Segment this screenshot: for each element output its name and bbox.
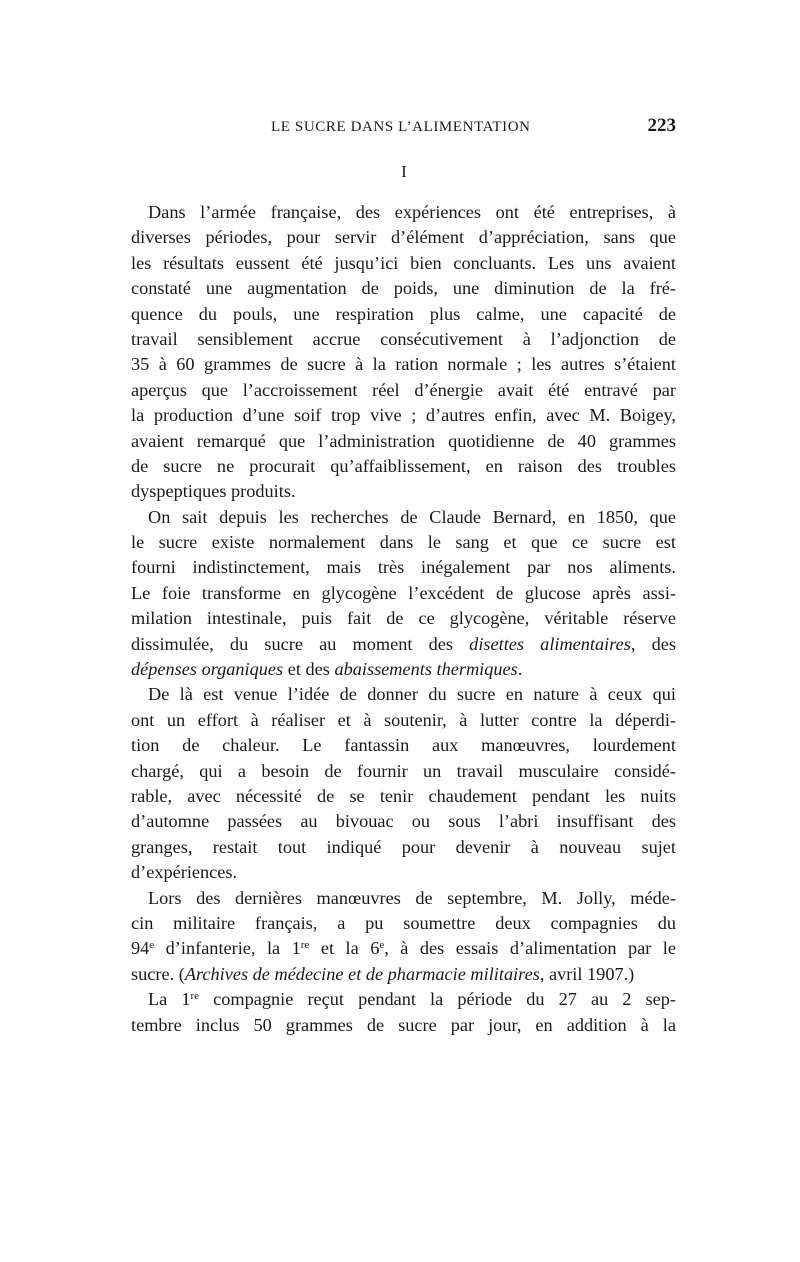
text-run: et des xyxy=(287,659,330,680)
text-line: tembre inclus 50 grammes de sucre par jour, en addition à la xyxy=(131,1014,676,1035)
text-line: d’automne passées au bivouac ou sous l’abri insuffisant des xyxy=(131,811,676,832)
text-line: la production d’une soif trop vive ; d’autres enfin, avec M. Boigey, xyxy=(131,405,676,426)
ordinal-number: 1 xyxy=(181,989,191,1010)
text-run: d’infanterie, la xyxy=(165,938,281,959)
text-line xyxy=(131,936,676,961)
text-line: travail sensiblement accrue consécutivement à l’adjonction de xyxy=(131,328,676,349)
text-line: le sucre existe normalement dans le sang et que ce sucre est xyxy=(131,532,676,553)
paragraph xyxy=(131,886,676,988)
text-line: De là est venue l’idée de donner du sucre en nature à ceux qui xyxy=(148,684,676,705)
text-run: des xyxy=(651,633,677,654)
ordinal-number: 94 xyxy=(131,938,150,959)
body-text xyxy=(131,200,676,1038)
text-run: compagnie reçut pendant la période du 27 au 2 sep- xyxy=(213,989,676,1010)
text-line: avaient remarqué que l’administration quotidienne de 40 grammes xyxy=(131,430,676,451)
text-line: Dans l’armée française, des expériences ont été entreprises, à xyxy=(148,202,676,222)
text-line: constaté une augmentation de poids, une diminution de la fré- xyxy=(131,278,676,299)
text-line: de sucre ne procurait qu’affaiblissement, en raison des troubles xyxy=(131,455,676,476)
text-run: , avril 1907.) xyxy=(539,963,635,984)
running-head xyxy=(131,115,676,141)
text-line xyxy=(131,987,676,1012)
paragraph xyxy=(131,505,676,683)
text-line: 35 à 60 grammes de sucre à la ration normale ; les autres s’étaient xyxy=(131,354,676,375)
text-run: La xyxy=(148,989,168,1010)
text-line: Lors des dernières manœuvres de septembre, M. Jolly, méde- xyxy=(148,887,676,908)
text-line: Le foie transforme en glycogène l’excédent de glucose après assi- xyxy=(131,582,676,603)
text-run: dissimulée, du sucre au moment des xyxy=(131,633,453,654)
ordinal-suffix: e xyxy=(379,939,385,952)
text-run: et la xyxy=(320,938,359,959)
ordinal-suffix: re xyxy=(300,939,310,952)
page-number: 223 xyxy=(647,115,676,136)
ordinal-suffix: re xyxy=(190,990,200,1003)
text-line: milation intestinale, puis fait de ce glycogène, véritable réserve xyxy=(131,608,676,629)
text-line: granges, restait tout indiqué pour devenir à nouveau sujet xyxy=(131,836,676,857)
text-line: diverses périodes, pour servir d’élément d’appréciation, sans que xyxy=(131,227,676,248)
text-run: sucre. ( xyxy=(131,963,185,984)
paragraph xyxy=(131,682,676,885)
section-numeral: I xyxy=(401,162,407,181)
text-line: dissimulée, du sucre au moment des disettes alimentaires, des xyxy=(131,633,677,654)
text-run: , à des essais d’alimentation par le xyxy=(384,938,676,959)
italic-term: disettes alimentaires xyxy=(469,633,631,654)
text-line: cin militaire français, a pu soumettre deux compagnies du xyxy=(131,912,676,933)
ordinal-number: 6 xyxy=(370,938,380,959)
ordinal-number: 1 xyxy=(291,938,301,959)
text-line: quence du pouls, une respiration plus calme, une capacité de xyxy=(131,303,676,324)
paragraph xyxy=(131,987,676,1038)
text-line: dyspeptiques produits. xyxy=(131,481,296,502)
text-line: chargé, qui a besoin de fournir un travail musculaire considé- xyxy=(131,760,676,781)
italic-term: dépenses organiques xyxy=(131,659,284,680)
italic-term: abaissements thermiques xyxy=(334,659,518,680)
italic-citation: Archives de médecine et de pharmacie militaires xyxy=(184,963,540,984)
text-line: ont un effort à réaliser et à soutenir, à lutter contre la déperdi- xyxy=(131,709,676,730)
paragraph xyxy=(131,200,676,505)
running-title: LE SUCRE DANS L’ALIMENTATION xyxy=(271,119,531,135)
text-line xyxy=(131,962,676,987)
text-line: On sait depuis les recherches de Claude Bernard, en 1850, que xyxy=(148,506,676,527)
text-line: tion de chaleur. Le fantassin aux manœuvres, lourdement xyxy=(131,735,676,756)
text-line: les résultats eussent été jusqu’ici bien concluants. Les uns avaient xyxy=(131,252,676,273)
text-line: aperçus que l’accroissement réel d’énergie avait été entravé par xyxy=(131,379,676,400)
text-line: d’expériences. xyxy=(131,862,238,883)
text-line: rable, avec nécessité de se tenir chaudement pendant les nuits xyxy=(131,785,676,806)
ordinal-suffix: e xyxy=(149,939,155,952)
text-line: dépenses organiques et des abaissements thermiques. xyxy=(131,659,523,680)
text-line: fourni indistinctement, mais très inégalement par nos aliments. xyxy=(131,557,676,578)
